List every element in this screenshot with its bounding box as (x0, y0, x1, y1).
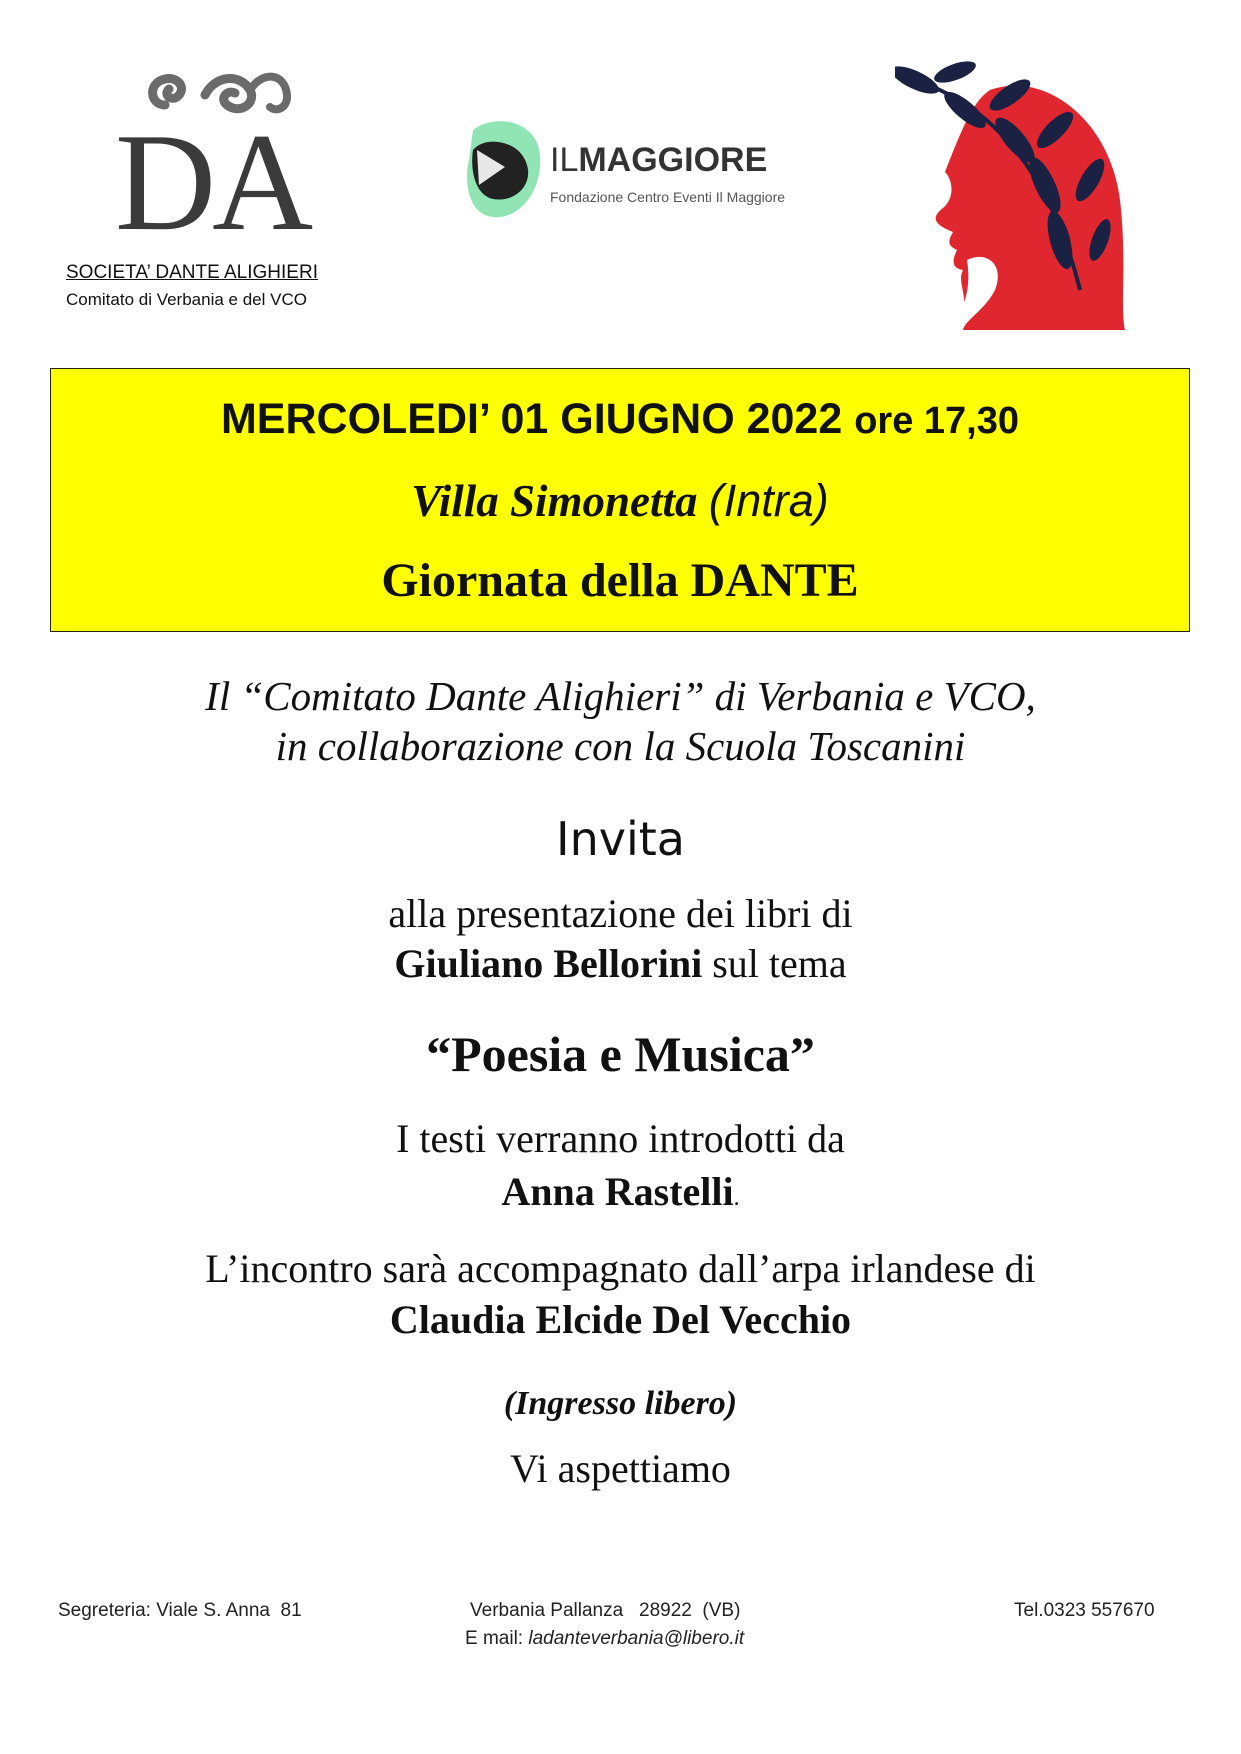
musician-name: Claudia Elcide Del Vecchio (389, 1297, 852, 1342)
organizer-line-1: Il “Comitato Dante Alighieri” di Verbania e VCO, (205, 673, 1036, 719)
introduction-line: I testi verranno introdotti da (396, 1116, 845, 1161)
theme-intro: sul tema (702, 941, 847, 986)
introducer-name: Anna Rastelli (501, 1169, 734, 1214)
dante-profile-icon (895, 60, 1130, 335)
event-date (51, 395, 1189, 444)
maggiore-title (550, 141, 767, 180)
event-venue (51, 475, 1189, 527)
maggiore-subtitle: Fondazione Centro Eventi Il Maggiore (550, 189, 786, 205)
presentation-line: alla presentazione dei libri di (388, 891, 853, 936)
society-committee: Comitato di Verbania e del VCO (66, 290, 307, 309)
introducer-line (0, 1168, 1241, 1215)
footer-email-link[interactable]: ladanteverbania@libero.it (528, 1628, 745, 1649)
closing-line: Vi aspettiamo (510, 1446, 731, 1491)
maggiore-logo (465, 115, 805, 225)
maggiore-title-name: MAGGIORE (578, 141, 768, 179)
invite-heading: Invita (556, 812, 685, 866)
society-logo-text: DA (115, 105, 310, 260)
maggiore-emblem-icon (465, 115, 545, 225)
event-title: Giornata della DANTE (381, 554, 859, 607)
society-name: SOCIETA’ DANTE ALIGHIERI (66, 262, 318, 283)
author-name: Giuliano Bellorini (394, 941, 703, 986)
entry-note: (Ingresso libero) (503, 1385, 738, 1422)
footer-email-label: E mail: (465, 1628, 529, 1649)
author-line (0, 940, 1241, 987)
footer-phone: Tel.0323 557670 (1014, 1600, 1155, 1621)
introducer-punct: . (733, 1185, 740, 1211)
accompaniment-line: L’incontro sarà accompagnato dall’arpa irlandese di (205, 1246, 1036, 1291)
event-highlight-box (50, 368, 1190, 632)
footer-address: Segreteria: Viale S. Anna 81 (58, 1600, 302, 1621)
maggiore-title-il: IL (550, 141, 579, 179)
event-date-text: MERCOLEDI’ 01 GIUGNO 2022 (220, 395, 843, 443)
footer-email (465, 1628, 744, 1650)
footer-city: Verbania Pallanza 28922 (VB) (470, 1600, 741, 1621)
venue-place: (Intra) (708, 475, 829, 526)
event-time: ore 17,30 (854, 400, 1020, 442)
organizer-line-2: in collaborazione con la Scuola Toscanini (275, 723, 966, 769)
venue-name: Villa Simonetta (411, 476, 698, 526)
society-logo (115, 55, 310, 260)
theme-title: “Poesia e Musica” (426, 1026, 815, 1082)
